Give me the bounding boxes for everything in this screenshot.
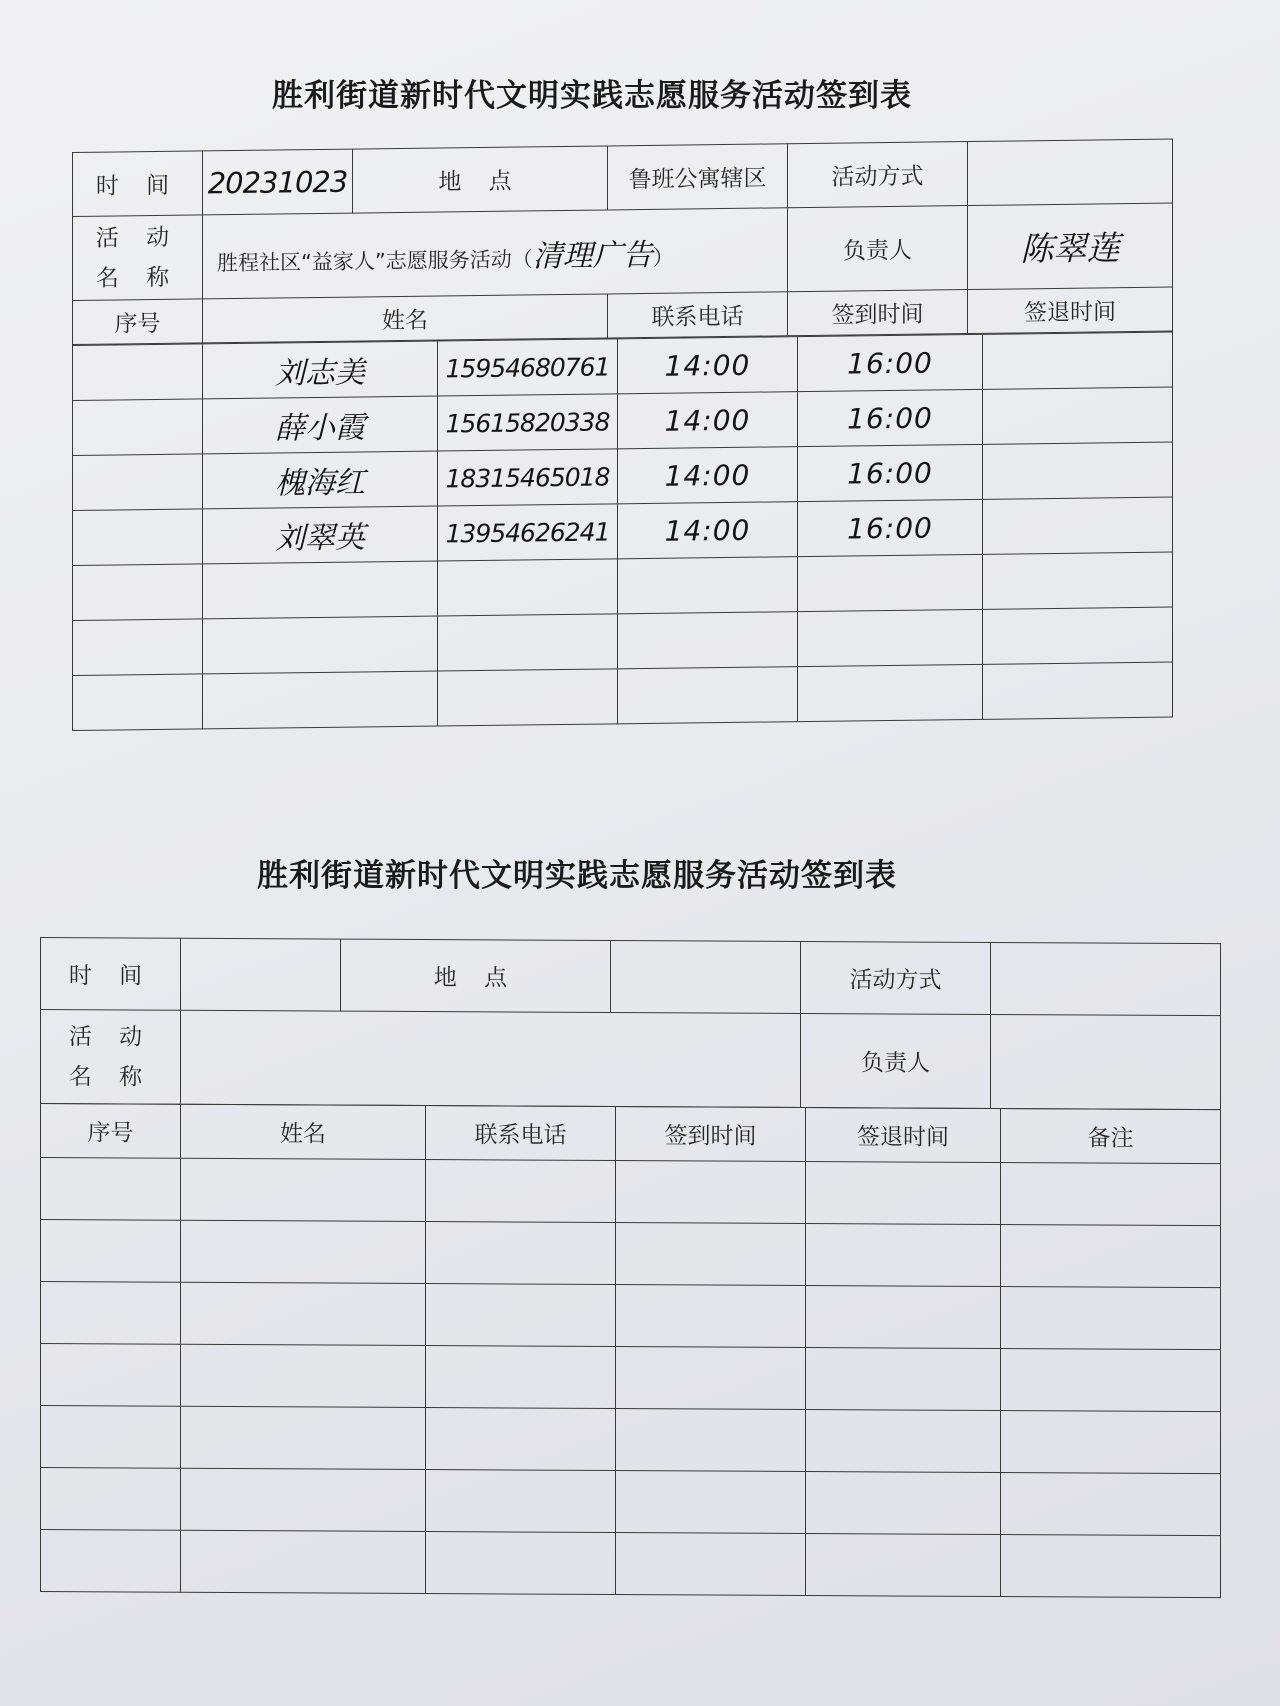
cell-note[interactable] — [1001, 1411, 1221, 1474]
cell-name[interactable] — [203, 671, 438, 729]
cell-checkin[interactable] — [618, 392, 798, 449]
cell-phone-text: 13954626241 — [445, 516, 610, 548]
cell-note[interactable] — [983, 387, 1173, 444]
cell-note[interactable] — [1001, 1473, 1221, 1536]
cell-checkin-text: 14:00 — [664, 513, 751, 548]
cell-checkout[interactable] — [806, 1162, 1001, 1225]
cell-checkout[interactable] — [798, 334, 983, 391]
cell-no[interactable] — [73, 399, 203, 456]
table-row — [41, 1158, 1221, 1226]
cell-note[interactable] — [1001, 1225, 1221, 1288]
cell-checkout[interactable] — [798, 609, 983, 666]
cell-phone-text: 15954680761 — [445, 351, 610, 383]
cell-checkin[interactable] — [618, 502, 798, 559]
activity-label-2-line1: 活 动 — [68, 1023, 153, 1051]
cell-name[interactable] — [181, 1406, 426, 1469]
cell-checkin[interactable] — [618, 612, 798, 669]
leader-value-2[interactable] — [991, 1014, 1221, 1109]
cell-no[interactable] — [41, 1282, 181, 1345]
signin-body-table — [72, 332, 1173, 731]
table-row — [41, 1468, 1221, 1536]
cell-checkout-text: 16:00 — [847, 400, 933, 436]
cell-checkout-text: 16:00 — [847, 345, 933, 381]
col-header-note-2: 备注 — [1001, 1109, 1221, 1164]
table-row — [41, 1282, 1221, 1350]
cell-no[interactable] — [73, 564, 203, 621]
cell-no[interactable] — [41, 1406, 181, 1469]
cell-no[interactable] — [41, 1220, 181, 1283]
cell-note[interactable] — [983, 497, 1173, 554]
cell-note[interactable] — [983, 332, 1173, 389]
leader-value[interactable] — [968, 203, 1173, 290]
signin-table — [72, 139, 1173, 345]
activity-name-close: ） — [652, 245, 674, 270]
cell-phone[interactable] — [426, 1222, 616, 1285]
cell-name-text: 槐海红 — [275, 465, 365, 502]
cell-checkin[interactable] — [616, 1533, 806, 1596]
cell-phone[interactable] — [438, 449, 618, 506]
header-row-time-2 — [41, 938, 1221, 1016]
place-label: 地 点 — [353, 146, 608, 213]
cell-note[interactable] — [983, 442, 1173, 499]
signin-body-table-2 — [40, 1103, 1221, 1598]
method-value[interactable] — [968, 139, 1173, 206]
cell-checkout[interactable] — [806, 1534, 1001, 1597]
table-row — [41, 1344, 1221, 1412]
cell-checkout[interactable] — [806, 1410, 1001, 1473]
cell-checkout[interactable] — [798, 664, 983, 721]
cell-name[interactable] — [203, 451, 438, 509]
cell-no[interactable] — [73, 344, 203, 401]
cell-checkin[interactable] — [616, 1347, 806, 1410]
cell-checkin[interactable] — [618, 337, 798, 394]
cell-name[interactable] — [181, 1282, 426, 1345]
activity-label-line1: 活 动 — [95, 224, 180, 252]
cell-phone[interactable] — [426, 1408, 616, 1471]
cell-phone[interactable] — [438, 559, 618, 616]
cell-phone[interactable] — [438, 504, 618, 561]
cell-note[interactable] — [983, 607, 1173, 664]
header-row-activity — [73, 203, 1173, 300]
cell-name-text: 刘志美 — [275, 355, 365, 392]
column-header-row-2 — [41, 1104, 1221, 1164]
cell-name[interactable] — [181, 1220, 426, 1283]
cell-checkin[interactable] — [616, 1471, 806, 1534]
col-header-checkout: 签退时间 — [968, 287, 1173, 334]
activity-name-value-2[interactable] — [181, 1010, 801, 1107]
cell-no[interactable] — [73, 674, 203, 731]
cell-name[interactable] — [203, 561, 438, 619]
cell-checkout-text: 16:00 — [847, 455, 933, 491]
cell-no[interactable] — [73, 509, 203, 566]
cell-checkout[interactable] — [806, 1348, 1001, 1411]
cell-checkout[interactable] — [798, 444, 983, 501]
cell-checkin[interactable] — [616, 1161, 806, 1224]
cell-name-text: 薛小霞 — [275, 410, 365, 447]
cell-no[interactable] — [73, 619, 203, 676]
cell-phone[interactable] — [438, 339, 618, 396]
table-row — [41, 1406, 1221, 1474]
signin-rows — [73, 332, 1173, 730]
cell-note[interactable] — [1001, 1163, 1221, 1226]
cell-phone[interactable] — [426, 1160, 616, 1223]
cell-checkout-text: 16:00 — [847, 510, 933, 546]
activity-name-value[interactable] — [203, 208, 788, 299]
cell-checkout[interactable] — [798, 389, 983, 446]
method-label: 活动方式 — [788, 142, 968, 208]
cell-no[interactable] — [41, 1530, 181, 1593]
cell-phone[interactable] — [426, 1532, 616, 1595]
cell-checkin[interactable] — [618, 557, 798, 614]
cell-name-text: 刘翠英 — [275, 520, 365, 557]
col-header-checkin-2: 签到时间 — [616, 1107, 806, 1162]
cell-checkin[interactable] — [618, 667, 798, 724]
cell-note[interactable] — [983, 552, 1173, 609]
time-label-2: 时 间 — [41, 938, 181, 1011]
col-header-phone-2: 联系电话 — [426, 1106, 616, 1161]
cell-name[interactable] — [181, 1468, 426, 1531]
time-label: 时 间 — [73, 151, 203, 217]
cell-checkout[interactable] — [806, 1224, 1001, 1287]
cell-no[interactable] — [41, 1468, 181, 1531]
place-label-2: 地 点 — [341, 939, 611, 1012]
cell-note[interactable] — [983, 662, 1173, 719]
cell-name[interactable] — [203, 396, 438, 454]
time-handwritten: 20231023 — [207, 164, 348, 200]
cell-name[interactable] — [181, 1530, 426, 1593]
cell-phone[interactable] — [438, 614, 618, 671]
cell-name[interactable] — [203, 341, 438, 399]
form-title-2: 胜利街道新时代文明实践志愿服务活动签到表 — [257, 858, 897, 894]
cell-name[interactable] — [181, 1344, 426, 1407]
cell-name[interactable] — [203, 616, 438, 674]
cell-checkin-text: 14:00 — [664, 348, 751, 383]
cell-no[interactable] — [73, 454, 203, 511]
cell-checkin-text: 14:00 — [664, 403, 751, 438]
activity-name-printed: 胜程社区“益家人”志愿服务活动（ — [217, 246, 533, 275]
cell-checkin[interactable] — [616, 1409, 806, 1472]
method-value-2[interactable] — [991, 942, 1221, 1015]
signin-table-2 — [40, 937, 1221, 1110]
cell-checkin[interactable] — [616, 1223, 806, 1286]
time-value[interactable] — [203, 149, 353, 215]
col-header-checkout-2: 签退时间 — [806, 1108, 1001, 1163]
leader-handwritten: 陈翠莲 — [1020, 228, 1120, 269]
cell-note[interactable] — [1001, 1349, 1221, 1412]
cell-name[interactable] — [203, 506, 438, 564]
table-row — [41, 1220, 1221, 1288]
cell-no[interactable] — [41, 1344, 181, 1407]
col-header-no-2: 序号 — [41, 1104, 181, 1159]
cell-name[interactable] — [181, 1158, 426, 1221]
cell-checkin[interactable] — [618, 447, 798, 504]
cell-phone[interactable] — [426, 1346, 616, 1409]
cell-checkin[interactable] — [616, 1285, 806, 1348]
signin-rows-2 — [41, 1158, 1221, 1598]
cell-no[interactable] — [41, 1158, 181, 1221]
cell-checkout[interactable] — [806, 1286, 1001, 1349]
cell-checkout[interactable] — [798, 554, 983, 611]
leader-label: 负责人 — [788, 206, 968, 292]
col-header-name-2: 姓名 — [181, 1104, 426, 1159]
cell-checkout[interactable] — [806, 1472, 1001, 1535]
cell-checkin-text: 14:00 — [664, 458, 751, 493]
leader-label-2: 负责人 — [801, 1013, 991, 1108]
activity-label-2 — [41, 1010, 181, 1105]
cell-phone[interactable] — [426, 1284, 616, 1347]
cell-phone-text: 15615820338 — [445, 406, 610, 438]
form-title: 胜利街道新时代文明实践志愿服务活动签到表 — [272, 78, 912, 114]
time-value-2[interactable] — [181, 938, 341, 1011]
activity-label-2-line2: 名 称 — [68, 1063, 153, 1091]
col-header-checkin: 签到时间 — [788, 290, 968, 336]
activity-label — [73, 215, 203, 301]
cell-checkout[interactable] — [798, 499, 983, 556]
cell-phone-text: 18315465018 — [445, 461, 610, 493]
cell-phone[interactable] — [438, 669, 618, 726]
place-value[interactable]: 鲁班公寓辖区 — [608, 144, 788, 210]
cell-note[interactable] — [1001, 1287, 1221, 1350]
method-label-2: 活动方式 — [801, 941, 991, 1014]
cell-phone[interactable] — [426, 1470, 616, 1533]
place-value-2[interactable] — [611, 940, 801, 1013]
col-header-phone: 联系电话 — [608, 292, 788, 338]
table-row — [41, 1530, 1221, 1598]
cell-phone[interactable] — [438, 394, 618, 451]
col-header-name: 姓名 — [203, 294, 608, 343]
activity-label-line2: 名 称 — [95, 264, 180, 292]
activity-name-handwritten: 清理广告 — [532, 237, 653, 274]
col-header-no: 序号 — [73, 299, 203, 345]
cell-note[interactable] — [1001, 1535, 1221, 1598]
header-row-activity-2 — [41, 1010, 1221, 1110]
